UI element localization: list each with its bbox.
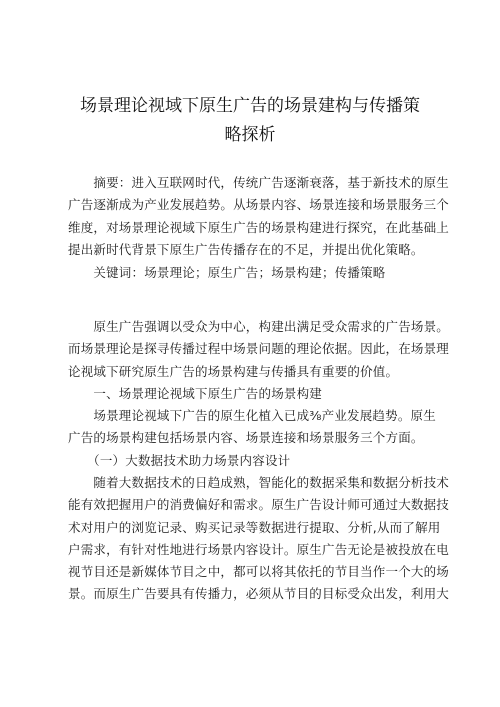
subsection1-line: 术对用户的浏览记录、购买记录等数据进行提取、分析,从而了解用 <box>68 519 441 535</box>
section-heading <box>68 383 448 405</box>
section1-paragraph <box>68 405 448 450</box>
section1-line: 场景理论视域下广告的原生化植入已成⅜产业发展趋势。原生 <box>68 408 436 423</box>
abstract-line: 广告逐渐成为产业发展趋势。从场景内容、场景连接和场景服务三个 <box>68 197 450 213</box>
section1-heading: 一、场景理论视域下原生广告的场景构建 <box>68 386 323 401</box>
abstract-line: 摘要：进入互联网时代，传统广告逐渐衰落，基于新技术的原生 <box>68 175 450 190</box>
subsection-heading <box>68 450 448 472</box>
document-title <box>70 92 430 150</box>
subsection1-line: 户需求，有针对性地进行场景内容设计。原生广告无论是被投放在电 <box>68 541 450 557</box>
title-line: 略探析 <box>224 125 276 145</box>
intro-line: 论视域下研究原生广告的场景构建与传播具有重要的价值。 <box>68 363 399 379</box>
abstract-paragraph <box>68 172 448 261</box>
section1-line: 广告的场景构建包括场景内容、场景连接和场景服务三个方面。 <box>68 430 424 446</box>
intro-line: 原生广告强调以受众为中心，构建出满足受众需求的广告场景。 <box>68 319 450 334</box>
abstract-line: 提出新时代背景下原生广告传播存在的不足，并提出优化策略。 <box>68 241 424 257</box>
abstract-line: 维度，对场景理论视域下原生广告的场景构建进行探究，在此基础上 <box>68 219 450 235</box>
subsection1-heading: （一）大数据技术助力场景内容设计 <box>68 453 291 468</box>
title-line: 场景理论视域下原生广告的场景建构与传播策 <box>80 96 420 116</box>
subsection1-line: 视节目还是新媒体节目之中，都可以将其依托的节目当作一个大的场 <box>68 564 450 580</box>
subsection1-paragraph <box>68 472 448 606</box>
intro-paragraph <box>68 316 448 383</box>
keywords-paragraph <box>68 262 448 284</box>
subsection1-line: 景。而原生广告要具有传播力，必须从节目的目标受众出发，利用大 <box>68 586 450 602</box>
keywords-line: 关键词：场景理论；原生广告；场景构建；传播策略 <box>68 265 386 280</box>
subsection1-line: 能有效把握用户的消费偏好和需求。原生广告设计师可通过大数据技 <box>68 497 450 513</box>
intro-line: 而场景理论是探寻传播过程中场景问题的理论依据。因此，在场景理 <box>68 341 450 357</box>
subsection1-line: 随着大数据技术的日趋成熟，智能化的数据采集和数据分析技术 <box>68 475 450 490</box>
